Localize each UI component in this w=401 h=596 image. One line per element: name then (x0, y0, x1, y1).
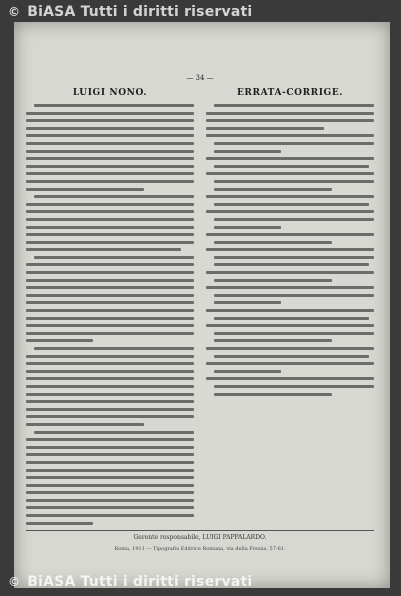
right-column-heading: ERRATA-CORRIGE. (236, 88, 344, 98)
left-paragraph (26, 256, 194, 343)
errata-entry (206, 324, 374, 342)
errata-entry (206, 157, 374, 168)
left-column (26, 88, 194, 529)
footer-responsible: Gerente responsabile, LUIGI PAPPALARDO. (133, 534, 267, 541)
copyright-symbol: © (8, 5, 21, 19)
watermark-bottom (8, 574, 252, 590)
errata-entry (206, 309, 374, 320)
errata-entry (206, 134, 374, 152)
errata-entry (206, 347, 374, 358)
errata-entry (206, 286, 374, 304)
footer-rule (26, 530, 374, 531)
errata-entry (206, 172, 374, 190)
copyright-symbol: © (8, 575, 21, 589)
left-column-heading: LUIGI NONO. (72, 88, 148, 98)
right-column (206, 88, 374, 400)
right-intro (206, 104, 374, 130)
errata-entry (206, 271, 374, 282)
footer-printer: Roma, 1911 — Tipografia Editrice Romana, via della Frezza, 57-61. (114, 546, 286, 552)
watermark-text: BiASA Tutti i diritti riservati (27, 4, 253, 20)
left-paragraph (26, 104, 194, 191)
left-paragraph (26, 431, 194, 525)
errata-entry (206, 210, 374, 228)
left-paragraph (26, 347, 194, 426)
errata-entry (206, 233, 374, 244)
errata-entry (206, 248, 374, 266)
errata-entry (206, 362, 374, 373)
errata-entry (206, 377, 374, 395)
watermark-text: BiASA Tutti i diritti riservati (27, 574, 253, 590)
page-number: — 34 — (186, 74, 214, 82)
errata-entry (206, 195, 374, 206)
left-paragraph (26, 195, 194, 251)
watermark-top (8, 4, 252, 20)
